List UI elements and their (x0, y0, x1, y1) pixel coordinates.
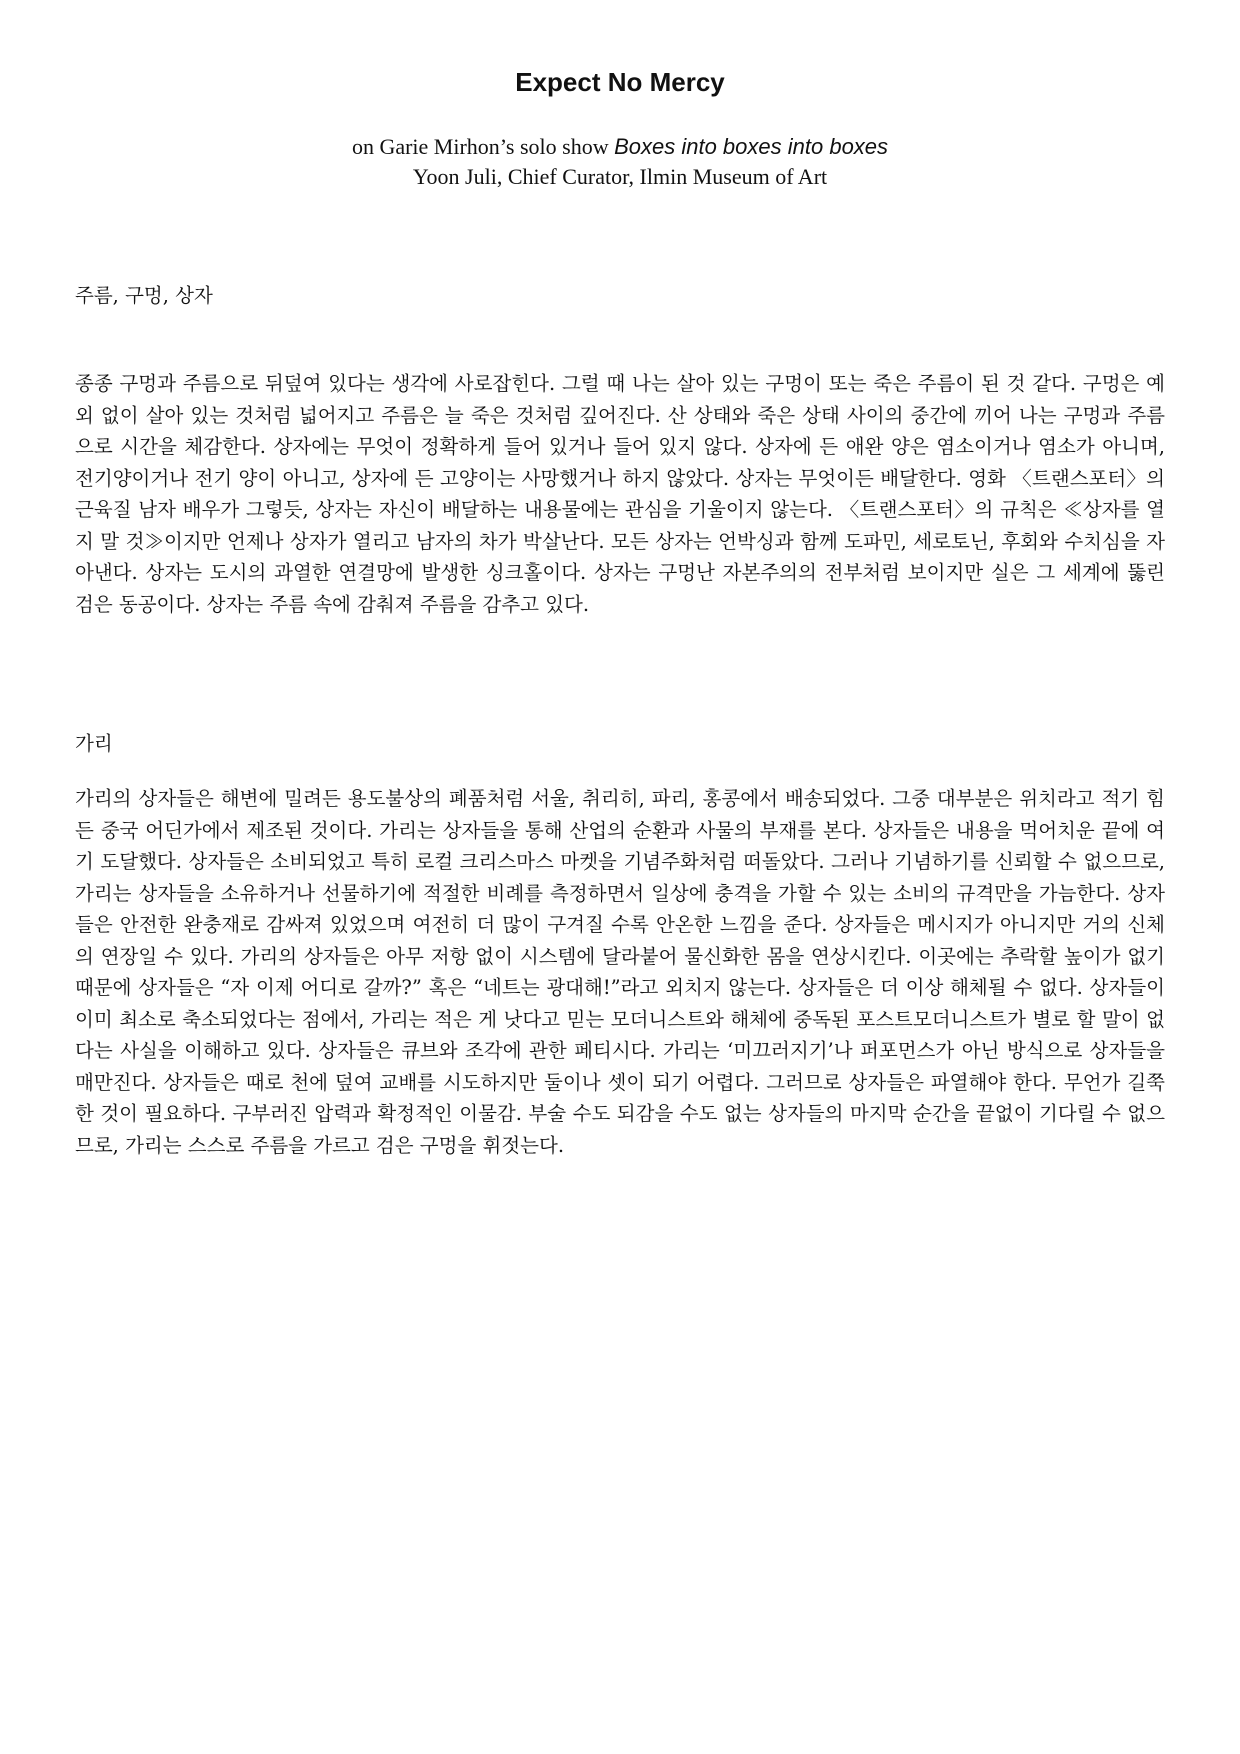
subtitle-line (0, 132, 1240, 162)
subtitle-prefix: on Garie Mirhon’s solo show (351, 134, 615, 159)
page-title: Expect No Mercy (515, 67, 725, 97)
section-paragraph-1: 종종 구멍과 주름으로 뒤덮여 있다는 생각에 사로잡힌다. 그럴 때 나는 살아 있는 구멍이 또는 죽은 주름이 된 것 같다. 구멍은 예외 없이 살아 있는 것처럼 넓어지고 주름은 늘 죽은 것처럼 깊어진다. 산 상태와 죽은 상태 사이의 중간에 끼어 나는 구멍과 주름으로 시간을 체감한다. 상자에는 무엇이 정확하게 들어 있거나 들어 있지 않다. 상자에 든 애완 양은 염소이거나 염소가 아니며, 전기양이거나 전기 양이 아니고, 상자에 든 고양이는 사망했거나 하지 않았다. 상자는 무엇이든 배달한다. 영화 〈트랜스포터〉의 근육질 남자 배우가 그렇듯, 상자는 자신이 배달하는 내용물에는 관심을 기울이지 않는다. 〈트랜스포터〉의 규칙은 ≪상자를 열지 말 것≫이지만 언제나 상자가 열리고 남자의 차가 박살난다. 모든 상자는 언박싱과 함께 도파민, 세로토닌, 후회와 수치심을 자아낸다. 상자는 도시의 과열한 연결망에 발생한 싱크홀이다. 상자는 구멍난 자본주의의 전부처럼 보이지만 실은 그 세계에 뚫린 검은 동공이다. 상자는 주름 속에 감춰져 주름을 감추고 있다. (75, 372, 1165, 616)
section-paragraph-2: 가리의 상자들은 해변에 밀려든 용도불상의 폐품처럼 서울, 취리히, 파리, 홍콩에서 배송되었다. 그중 대부분은 위치라고 적기 힘든 중국 어딘가에서 제조된 것이다. 가리는 상자들을 통해 산업의 순환과 사물의 부재를 본다. 상자들은 내용을 먹어치운 끝에 여기 도달했다. 상자들은 소비되었고 특히 로컬 크리스마스 마켓을 기념주화처럼 떠돌았다. 그러나 기념하기를 신뢰할 수 없으므로, 가리는 상자들을 소유하거나 선물하기에 적절한 비례를 측정하면서 일상에 충격을 가할 수 있는 소비의 규격만을 가늠한다. 상자들은 안전한 완충재로 감싸져 있었으며 여전히 더 많이 구겨질 수록 안온한 느낌을 준다. 상자들은 메시지가 아니지만 거의 신체의 연장일 수 있다. 가리의 상자들은 아무 저항 없이 시스템에 달라붙어 물신화한 몸을 연상시킨다. 이곳에는 추락할 높이가 없기 때문에 상자들은 “자 이제 어디로 갈까?” 혹은 “네트는 광대해!”라고 외치지 않는다. 상자들은 더 이상 해체될 수 없다. 상자들이 이미 최소로 축소되었다는 점에서, 가리는 적은 게 낫다고 믿는 모더니스트와 해체에 중독된 포스트모더니스트가 별로 할 말이 없다는 사실을 이해하고 있다. 상자들은 큐브와 조각에 관한 페티시다. 가리는 ‘미끄러지기’나 퍼포먼스가 아닌 방식으로 상자들을 매만진다. 상자들은 때로 천에 덮여 교배를 시도하지만 둘이나 셋이 되기 어렵다. 그러므로 상자들은 파열해야 한다. 무언가 길쭉한 것이 필요하다. 구부러진 압력과 확정적인 이물감. 부술 수도 되감을 수도 없는 상자들의 마지막 순간을 끝없이 기다릴 수 없으므로, 가리는 스스로 주름을 가르고 검은 구멍을 휘젓는다. (75, 787, 1165, 1157)
section-heading-wrinkles-holes-boxes: 주름, 구멍, 상자 (75, 284, 213, 307)
subtitle-block (0, 132, 1240, 192)
section-heading-gari: 가리 (75, 732, 113, 755)
show-title: Boxes into boxes into boxes (614, 134, 889, 159)
byline: Yoon Juli, Chief Curator, Ilmin Museum of Art (412, 164, 828, 189)
